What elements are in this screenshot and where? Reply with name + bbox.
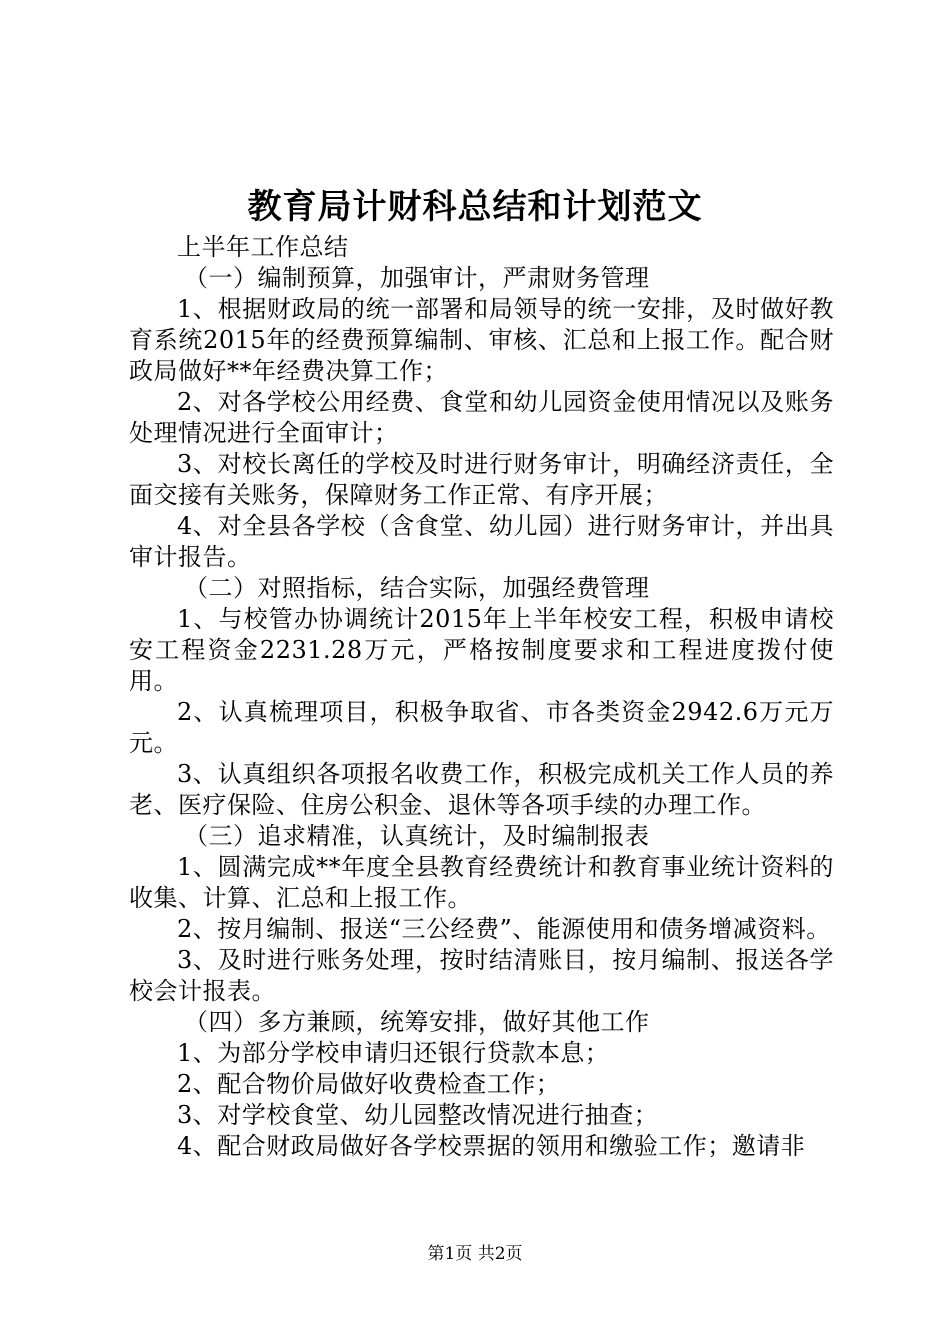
paragraph: 3、对学校食堂、幼儿园整改情况进行抽查； [177,1101,659,1129]
paragraph: 1、为部分学校申请归还银行贷款本息； [177,1039,610,1067]
paragraph: 1、根据财政局的统一部署和局领导的统一安排，及时做好教育系统2015年的经费预算编制、审核、汇总和上报工作。配合财政局做好**年经费决算工作； [129,295,834,385]
page-footer: 第1页 共2页 [427,1244,523,1264]
paragraph: 1、圆满完成**年度全县教育经费统计和教育事业统计资料的收集、计算、汇总和上报工作。 [129,853,834,912]
paragraph: 3、认真组织各项报名收费工作，积极完成机关工作人员的养老、医疗保险、住房公积金、退休等各项手续的办理工作。 [129,760,834,819]
paragraph: 4、配合财政局做好各学校票据的领用和缴验工作；邀请非 [177,1132,806,1160]
section-heading-4: （四）多方兼顾，统筹安排，做好其他工作 [184,1008,650,1036]
paragraph: 2、认真梳理项目，积极争取省、市各类资金2942.6万元万元。 [129,698,834,757]
paragraph: 2、配合物价局做好收费检查工作； [177,1070,561,1098]
paragraph: 1、与校管办协调统计2015年上半年校安工程，积极申请校安工程资金2231.28万元，严格按制度要求和工程进度拨付使用。 [129,605,834,695]
paragraph: 2、按月编制、报送“三公经费”、能源使用和债务增减资料。 [177,915,831,943]
section-heading-2: （二）对照指标，结合实际，加强经费管理 [184,574,650,602]
paragraph: 3、及时进行账务处理，按时结清账目，按月编制、报送各学校会计报表。 [129,946,834,1005]
paragraph-half-year-summary: 上半年工作总结 [177,233,349,261]
document-title: 教育局计财科总结和计划范文 [247,187,703,227]
paragraph: 4、对全县各学校（含食堂、幼儿园）进行财务审计，并出具审计报告。 [129,512,834,571]
paragraph: 2、对各学校公用经费、食堂和幼儿园资金使用情况以及账务处理情况进行全面审计； [129,388,834,447]
section-heading-1: （一）编制预算，加强审计，严肃财务管理 [184,264,650,292]
section-heading-3: （三）追求精准，认真统计，及时编制报表 [184,822,650,850]
document-body [129,232,834,1162]
paragraph: 3、对校长离任的学校及时进行财务审计，明确经济责任，全面交接有关账务，保障财务工作正常、有序开展； [129,450,834,509]
